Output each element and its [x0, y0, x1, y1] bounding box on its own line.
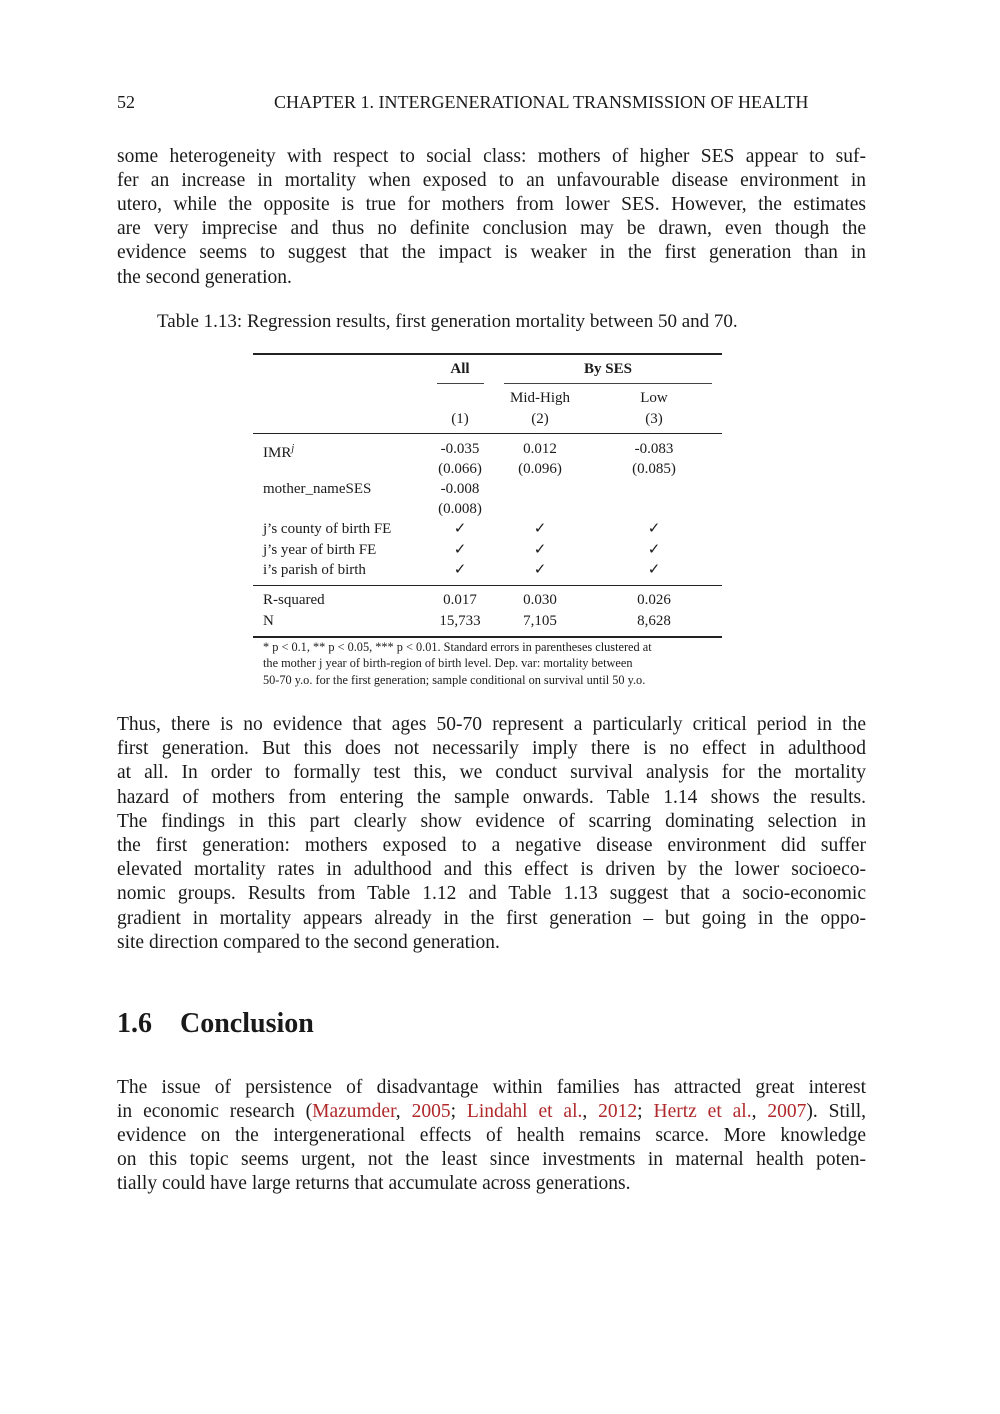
table-cell: 0.012 — [523, 441, 557, 457]
stat-cell: 8,628 — [637, 612, 671, 629]
sub-low: Low — [640, 390, 668, 406]
row-label: mother_nameSES — [263, 481, 372, 498]
table-cell: ✓ — [533, 521, 547, 538]
section-title: Conclusion — [180, 1008, 314, 1039]
stat-cell: 15,733 — [439, 612, 481, 629]
table-footnote-line: * p < 0.1, ** p < 0.05, *** p < 0.01. Standard errors in parentheses clustered at — [263, 640, 652, 654]
paragraph-line: evidence seems to suggest that the impact is weaker in the first generation than in — [117, 242, 866, 264]
table-caption: Table 1.13: Regression results, first generation mortality between 50 and 70. — [157, 311, 738, 332]
section-number: 1.6 — [117, 1008, 152, 1039]
text: , — [751, 1101, 768, 1122]
table-cell: ✓ — [647, 541, 661, 558]
paragraph-3-line: The issue of persistence of disadvantage within families has attracted great interest — [117, 1077, 866, 1098]
stat-cell: 0.026 — [637, 592, 671, 608]
superscript: j — [291, 443, 295, 454]
paragraph-line: are very imprecise and thus no definite conclusion may be drawn, even though the — [117, 218, 866, 240]
table-cell: ✓ — [533, 541, 547, 558]
mid-rule — [253, 433, 722, 434]
citation-year[interactable]: 2007 — [767, 1101, 807, 1122]
table-footnote-line: the mother j year of birth-region of birth level. Dep. var: mortality between — [263, 656, 633, 671]
citation-hertz[interactable]: Hertz et al. — [653, 1101, 752, 1122]
text: ; — [450, 1101, 467, 1122]
paragraph-line: The findings in this part clearly show evidence of scarring dominating selection in — [117, 810, 866, 832]
paragraph-line: the second generation. — [117, 266, 292, 288]
paragraph-line: first generation. But this does not necessarily imply there is no effect in adulthood — [117, 738, 866, 760]
col-num-3: (3) — [645, 411, 663, 427]
stat-label: R-squared — [263, 592, 325, 608]
stat-cell: 7,105 — [523, 612, 557, 629]
paragraph-line: utero, while the opposite is true for mothers from lower SES. However, the estimates — [117, 194, 866, 216]
page-number: 52 — [117, 92, 135, 112]
paragraph-line: hazard of mothers from entering the sample onwards. Table 1.14 shows the results. — [117, 786, 866, 808]
stat-label: N — [263, 612, 274, 629]
text: , — [395, 1101, 412, 1122]
cmidrule-all — [437, 383, 484, 384]
table-cell: ✓ — [453, 541, 467, 558]
paragraph-line: fer an increase in mortality when exposed to an unfavourable disease environment in — [117, 170, 866, 192]
group-by-ses: By SES — [584, 361, 632, 377]
table-cell: ✓ — [453, 561, 467, 578]
table-cell: (0.085) — [632, 461, 676, 478]
paragraph-line: site direction compared to the second generation. — [117, 931, 500, 953]
group-all: All — [450, 361, 470, 377]
col-num-1: (1) — [451, 411, 469, 427]
mid-rule-2 — [253, 585, 722, 586]
text: ; — [637, 1101, 654, 1122]
row-label: i’s parish of birth — [263, 561, 366, 578]
citation-year[interactable]: 2005 — [411, 1101, 451, 1122]
paragraph-3-line-citations — [117, 1100, 866, 1124]
row-label: j’s county of birth FE — [263, 521, 392, 538]
row-label: IMR$^j$ — [263, 443, 295, 461]
table-cell: (0.096) — [518, 461, 562, 478]
cmidrule-ses — [504, 383, 712, 384]
table-cell: ✓ — [453, 521, 467, 538]
col-num-2: (2) — [531, 411, 549, 427]
table-cell: (0.008) — [438, 501, 482, 518]
table-cell: -0.035 — [440, 441, 480, 457]
stat-cell: 0.017 — [443, 592, 477, 608]
text: , — [582, 1101, 599, 1122]
paragraph-line: some heterogeneity with respect to social class: mothers of higher SES appear to suf- — [117, 146, 866, 167]
paragraph-line: Thus, there is no evidence that ages 50-70 represent a particularly critical period in the — [117, 714, 866, 735]
paragraph-line: elevated mortality rates in adulthood and this effect is driven by the lower socioeco- — [117, 859, 866, 881]
citation-mazumder[interactable]: Mazumder — [312, 1101, 396, 1122]
table-cell: -0.083 — [634, 441, 674, 457]
table-footnote-line: 50-70 y.o. for the first generation; sample conditional on survival until 50 y.o. — [263, 672, 646, 687]
bottom-rule — [253, 636, 722, 638]
row-label: j’s year of birth FE — [263, 541, 377, 558]
paragraph-line: at all. In order to formally test this, we conduct survival analysis for the mortality — [117, 762, 866, 784]
text: ). Still, — [806, 1101, 867, 1122]
table-cell: ✓ — [647, 521, 661, 538]
text: in economic research ( — [117, 1101, 313, 1122]
paragraph-line: gradient in mortality appears already in the first generation – but going in the oppo- — [117, 907, 866, 929]
citation-lindahl[interactable]: Lindahl et al. — [466, 1101, 583, 1122]
table-cell: ✓ — [533, 561, 547, 578]
citation-year[interactable]: 2012 — [598, 1101, 638, 1122]
sub-mid-high: Mid-High — [510, 390, 570, 406]
paragraph-line: evidence on the intergenerational effects of health remains scarce. More knowledge — [117, 1125, 866, 1146]
running-title: CHAPTER 1. INTERGENERATIONAL TRANSMISSION OF HEALTH — [274, 92, 809, 112]
table-cell: (0.066) — [438, 461, 482, 478]
table-cell: -0.008 — [440, 481, 480, 498]
paragraph-line: on this topic seems urgent, not the least since investments in maternal health poten- — [117, 1149, 866, 1171]
paragraph-line: nomic groups. Results from Table 1.12 and Table 1.13 suggest that a socio-economic — [117, 883, 866, 905]
paragraph-line: tially could have large returns that accumulate across generations. — [117, 1173, 631, 1195]
table-cell: ✓ — [647, 561, 661, 578]
section-heading — [117, 1008, 314, 1040]
stat-cell: 0.030 — [523, 592, 557, 608]
paragraph-line: the first generation: mothers exposed to a negative disease environment did suffer — [117, 835, 866, 856]
top-rule — [253, 353, 722, 355]
